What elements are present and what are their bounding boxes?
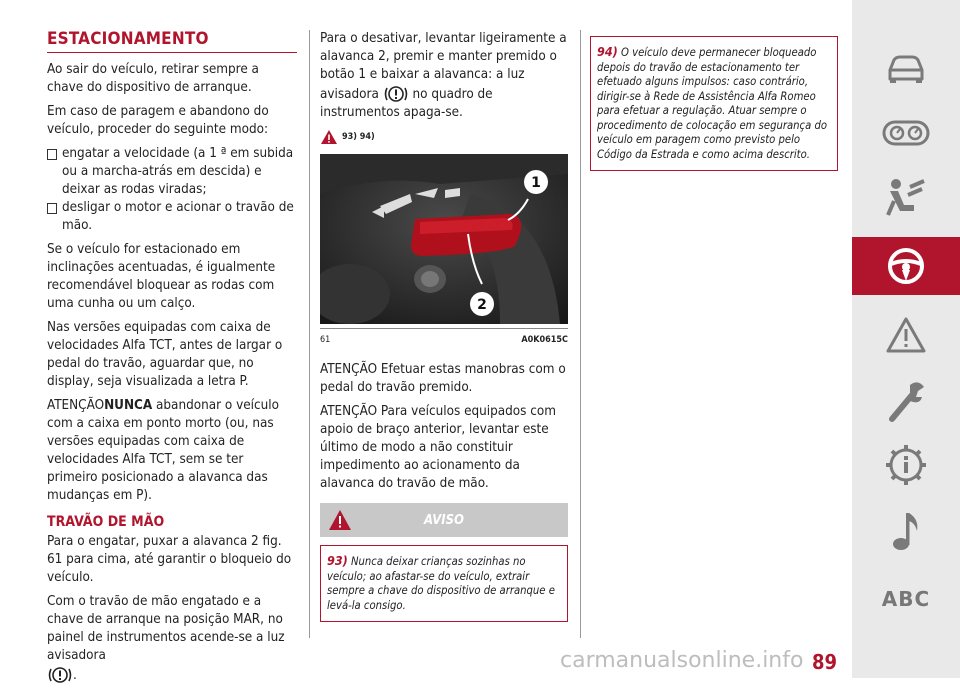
reference-numbers: 93) 94)	[342, 132, 375, 142]
steering-wheel-icon	[886, 246, 926, 286]
column-2	[320, 30, 568, 622]
handbrake-figure	[320, 154, 568, 324]
attention-label: ATENÇÃO	[47, 398, 105, 413]
index-label: ABC	[881, 587, 931, 611]
note-94-box	[590, 36, 838, 171]
aviso-header	[320, 503, 568, 537]
chapter-multimedia-icon[interactable]	[852, 502, 960, 560]
note-number: 94)	[597, 44, 618, 59]
note-93-box	[320, 545, 568, 622]
chapter-driving-icon[interactable]	[852, 237, 960, 295]
subsection-heading: TRAVÃO DE MÃO	[47, 514, 165, 530]
column-divider	[580, 30, 581, 638]
bullet-item	[47, 145, 297, 199]
chapter-dashboard-icon[interactable]	[852, 104, 960, 162]
bullet-text: engatar a velocidade (a 1 ª em subida ou a marcha-atrás em descida) e deixar as rodas viradas;	[62, 146, 294, 197]
paragraph: Para o engatar, puxar a alavanca 2 fig. 61 para cima, até garantir o bloqueio do veículo.	[47, 534, 292, 585]
chapter-car-icon[interactable]	[852, 40, 960, 98]
callout-1: 1	[531, 175, 541, 191]
page-number: 89	[812, 650, 838, 674]
aviso-title: AVISO	[424, 513, 464, 528]
brake-warning-lamp-icon	[47, 665, 73, 685]
handbrake-illustration	[320, 154, 568, 324]
watermark: carmanualsonline.info	[560, 648, 804, 673]
warning-triangle-icon	[320, 129, 338, 145]
checkbox-bullet-icon	[47, 203, 57, 214]
warning-triangle-icon	[885, 316, 927, 354]
attention-paragraph	[47, 397, 297, 505]
chapter-warning-icon[interactable]	[852, 306, 960, 364]
chapter-technical-data-icon[interactable]	[852, 436, 960, 494]
column-3	[590, 36, 838, 171]
paragraph: Nas versões equipadas com caixa de velocidades Alfa TCT, antes de largar o pedal do travão, aguardar que, no display, seja visualizada a letra P.	[47, 320, 283, 389]
paragraph-text: no quadro de instrumentos apaga-se.	[320, 87, 493, 120]
note-text: Nunca deixar crianças sozinhas no veículo; ao afastar-se do veículo, extrair sempre a chave do dispositivo de arranque e levá-la consigo.	[327, 555, 555, 612]
brake-warning-lamp-icon	[383, 84, 409, 104]
wrench-icon	[886, 379, 926, 423]
seat-passenger-icon	[884, 177, 928, 217]
paragraph: Ao sair do veículo, retirar sempre a chave do dispositivo de arranque.	[47, 62, 259, 95]
section-heading: ESTACIONAMENTO	[47, 29, 209, 49]
chapter-index-abc[interactable]	[852, 570, 960, 628]
checkbox-bullet-icon	[47, 149, 57, 160]
attention-text: abandonar o veículo com a caixa em ponto morto (ou, nas versões equipadas com caixa de velocidades Alfa TCT, sem se ter primeiro posicionado a alavanca das mudanças em P).	[47, 398, 279, 503]
note-reference	[320, 128, 568, 146]
figure-code: A0K0615C	[521, 335, 568, 345]
paragraph-text: Para o desativar, levantar ligeiramente a alavanca 2, premir e manter premido o botão 1 e baixar a alavanca: a luz avisadora	[320, 31, 567, 102]
bullet-text: desligar o motor e acionar o travão de mão.	[62, 200, 294, 233]
bullet-item	[47, 199, 297, 235]
chapter-sidebar	[852, 0, 960, 678]
paragraph: ATENÇÃO Para veículos equipados com apoio de braço anterior, levantar este último de modo a não constituir impedimento ao acionamento da alavanca do travão de mão.	[320, 404, 556, 491]
never-emphasis: NUNCA	[104, 398, 153, 413]
paragraph: ATENÇÃO Efetuar estas manobras com o pedal do travão premido.	[320, 362, 566, 395]
car-icon	[884, 52, 928, 86]
figure-number: 61	[320, 335, 331, 345]
music-note-icon	[889, 509, 923, 553]
gear-info-icon	[884, 443, 928, 487]
note-text: O veículo deve permanecer bloqueado depois do travão de estacionamento ter efetuado alguns impulsos: caso contrário, dirigir-se à Rede de Assistência Alfa Romeo para efetuar a regulação. Atuar sempre o procedimento de colocação em segurança do veículo em paragem como previsto pelo Código da Estrada e como acima descrito.	[597, 46, 827, 161]
column-divider	[309, 30, 310, 638]
figure-caption	[320, 328, 568, 349]
paragraph: Em caso de paragem e abandono do veículo, proceder do seguinte modo:	[47, 104, 269, 137]
heading-rule	[47, 52, 297, 53]
paragraph-text: Com o travão de mão engatado e a chave de arranque na posição MAR, no painel de instrumentos acende-se a luz avisadora	[47, 594, 285, 663]
paragraph	[320, 30, 568, 122]
paragraph-end: .	[73, 668, 77, 683]
chapter-maintenance-icon[interactable]	[852, 372, 960, 430]
note-number: 93)	[327, 553, 348, 568]
callout-2: 2	[477, 297, 487, 313]
chapter-safety-icon[interactable]	[852, 168, 960, 226]
paragraph	[47, 593, 297, 685]
paragraph: Se o veículo for estacionado em inclinações acentuadas, é igualmente recomendável bloquear as rodas com uma cunha ou um calço.	[47, 242, 276, 311]
column-1	[47, 30, 297, 691]
dashboard-icon	[882, 120, 930, 146]
